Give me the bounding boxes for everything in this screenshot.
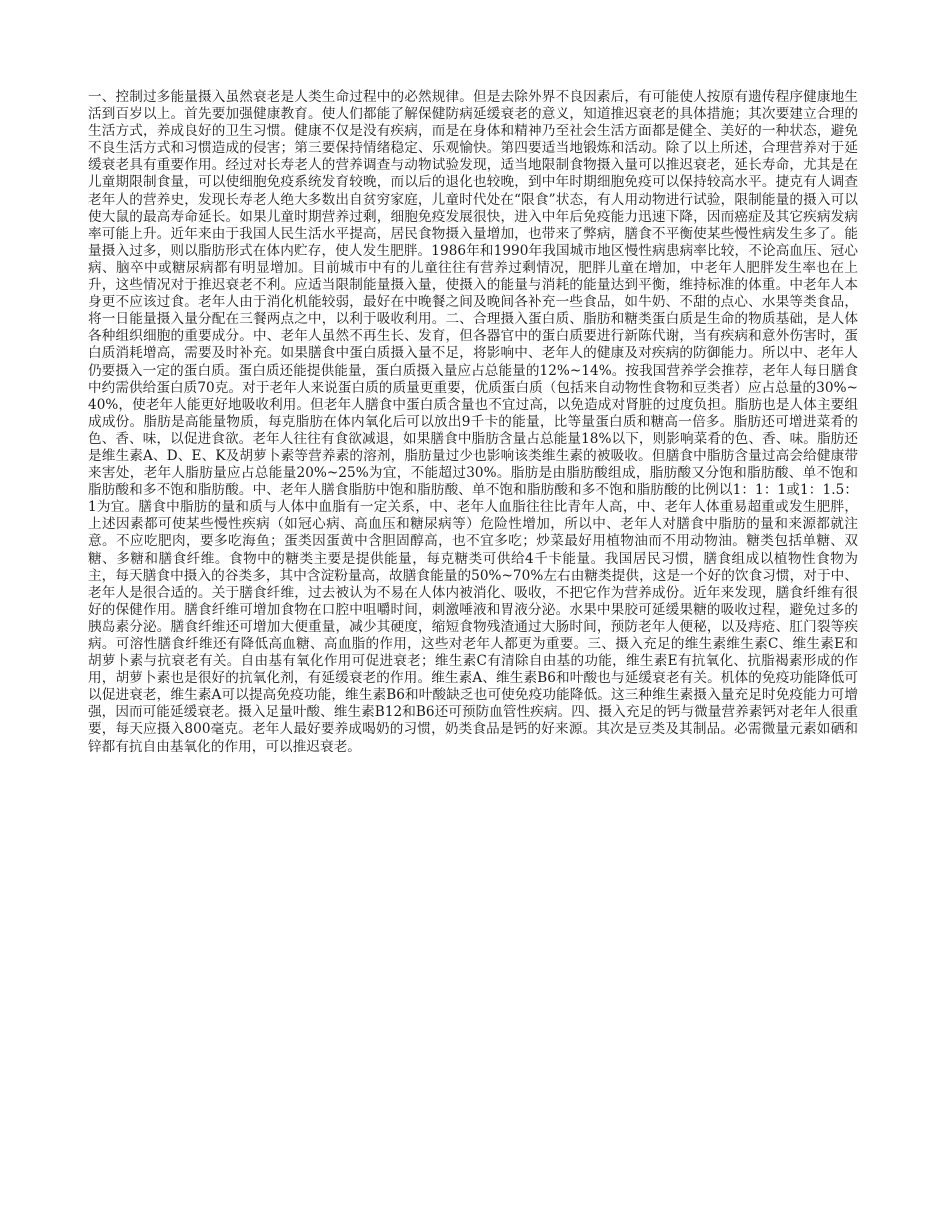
document-body-text: 一、控制过多能量摄入虽然衰老是人类生命过程中的必然规律。但是去除外界不良因素后，有可能使人按原有遗传程序健康地生活到百岁以上。首先要加强健康教育。使人们都能了解保健防病延缓衰老的意义，知道推迟衰老的具体措施；其次要建立合理的生活方式，养成良好的卫生习惯。健康不仅是没有疾病，而是在身体和精神乃至社会生活方面都是健全、美好的一种状态，避免不良生活方式和习惯造成的侵害；第三要保持情绪稳定、乐观愉快。第四要适当地锻炼和活动。除了以上所述，合理营养对于延缓衰老具有重要作用。经过对长寿老人的营养调查与动物试验发现，适当地限制食物摄入量可以推迟衰老，延长寿命，尤其是在儿童期限制食量，可以使细胞免疫系统发育较晚，而以后的退化也较晚，到中年时期细胞免疫可以保持较高水平。捷克有人调查老年人的营养史，发现长寿老人绝大多数出自贫穷家庭，儿童时代处在“限食”状态，有人用动物进行试验，限制能量的摄入可以使大鼠的最高寿命延长。如果儿童时期营养过剩，细胞免疫发展很快，进入中年后免疫能力迅速下降，因而癌症及其它疾病发病率可能上升。近年来由于我国人民生活水平提高，居民食物摄入量增加，也带来了弊病，膳食不平衡使某些慢性病发生多了。能量摄入过多，则以脂肪形式在体内贮存，使人发生肥胖。1986年和1990年我国城市地区慢性病患病率比较，不论高血压、冠心病、脑卒中或糖尿病都有明显增加。目前城市中有的儿童往往有营养过剩情况，肥胖儿童在增加，中老年人肥胖发生率也在上升，这些情况对于推迟衰老不利。应适当限制能量摄入量，使摄入的能量与消耗的能量达到平衡，维持标准的体重。中老年人本身更不应该过食。老年人由于消化机能较弱，最好在中晚餐之间及晚间各补充一些食品，如牛奶、不甜的点心、水果等类食品，将一日能量摄入量分配在三餐两点之中，以利于吸收利用。二、合理摄入蛋白质、脂肪和糖类蛋白质是生命的物质基础，是人体各种组织细胞的重要成分。中、老年人虽然不再生长、发育，但各器官中的蛋白质要进行新陈代谢，当有疾病和意外伤害时，蛋白质消耗增高，需要及时补充。如果膳食中蛋白质摄入量不足，将影响中、老年人的健康及对疾病的防御能力。所以中、老年人仍要摄入一定的蛋白质。蛋白质还能提供能量，蛋白质摄入量应占总能量的12%~14%。按我国营养学会推荐，老年人每日膳食中约需供给蛋白质70克。对于老年人来说蛋白质的质量更重要，优质蛋白质（包括来自动物性食物和豆类者）应占总量的30%~40%，使老年人能更好地吸收利用。但老年人膳食中蛋白质含量也不宜过高，以免造成对肾脏的过度负担。脂肪也是人体主要组成成份。脂肪是高能量物质，每克脂肪在体内氧化后可以放出9千卡的能量，比等量蛋白质和糖高一倍多。脂肪还可增进菜肴的色、香、味，以促进食欲。老年人往往有食欲减退，如果膳食中脂肪含量占总能量18%以下，则影响菜肴的色、香、味。脂肪还是维生素A、D、E、K及胡萝卜素等营养素的溶剂，脂肪量过少也影响该类维生素的被吸收。但膳食中脂肪含量过高会给健康带来害处，老年人脂肪量应占总能量20%~25%为宜，不能超过30%。脂肪是由脂肪酸组成，脂肪酸又分饱和脂肪酸、单不饱和脂肪酸和多不饱和脂肪酸。中、老年人膳食脂肪中饱和脂肪酸、单不饱和脂肪酸和多不饱和脂肪酸的比例以1：1：1或1：1.5：1为宜。膳食中脂肪的量和质与人体中血脂有一定关系，中、老年人血脂往往比青年人高，中、老年人体重易超重或发生肥胖，上述因素都可使某些慢性疾病（如冠心病、高血压和糖尿病等）危险性增加，所以中、老年人对膳食中脂肪的量和来源都就注意。不应吃肥肉，要多吃海鱼；蛋类因蛋黄中含胆固醇高，也不宜多吃；炒菜最好用植物油而不用动物油。糖类包括单糖、双糖、多糖和膳食纤维。食物中的糖类主要是提供能量，每克糖类可供给4千卡能量。我国居民习惯，膳食组成以植物性食物为主，每天膳食中摄入的谷类多，其中含淀粉量高，故膳食能量的50%~70%左右由糖类提供，这是一个好的饮食习惯，对于中、老年人是很合适的。关于膳食纤维，过去被认为不易在人体内被消化、吸收，不把它作为营养成份。近年来发现，膳食纤维有很好的保健作用。膳食纤维可增加食物在口腔中咀嚼时间，刺激唾液和胃液分泌。水果中果胶可延缓果糖的吸收过程，避免过多的胰岛素分泌。膳食纤维还可增加大便重量，减少其硬度，缩短食物残渣通过大肠时间，预防老年人便秘，以及痔疮、肛门裂等疾病。可溶性膳食纤维还有降低高血糖、高血脂的作用，这些对老年人都更为重要。三、摄入充足的维生素维生素C、维生素E和胡萝卜素与抗衰老有关。自由基有氧化作用可促进衰老；维生素C有清除自由基的功能，维生素E有抗氧化、抗脂褐素形成的作用，胡萝卜素也是很好的抗氧化剂，有延缓衰老的作用。维生素A、维生素B6和叶酸也与延缓衰老有关。机体的免疫功能降低可以促进衰老，维生素A可以提高免疫功能，维生素B6和叶酸缺乏也可使免疫功能降低。这三种维生素摄入量充足时免疫能力可增强，因而可能延缓衰老。摄入足量叶酸、维生素B12和B6还可预防血管性疾病。四、摄入充足的钙与微量营养素钙对老年人很重要，每天应摄入800毫克。老年人最好要养成喝奶的习惯，奶类食品是钙的好来源。其次是豆类及其制品。必需微量元素如硒和锌都有抗自由基氧化的作用，可以推迟衰老。 bbox=[88, 89, 858, 755]
